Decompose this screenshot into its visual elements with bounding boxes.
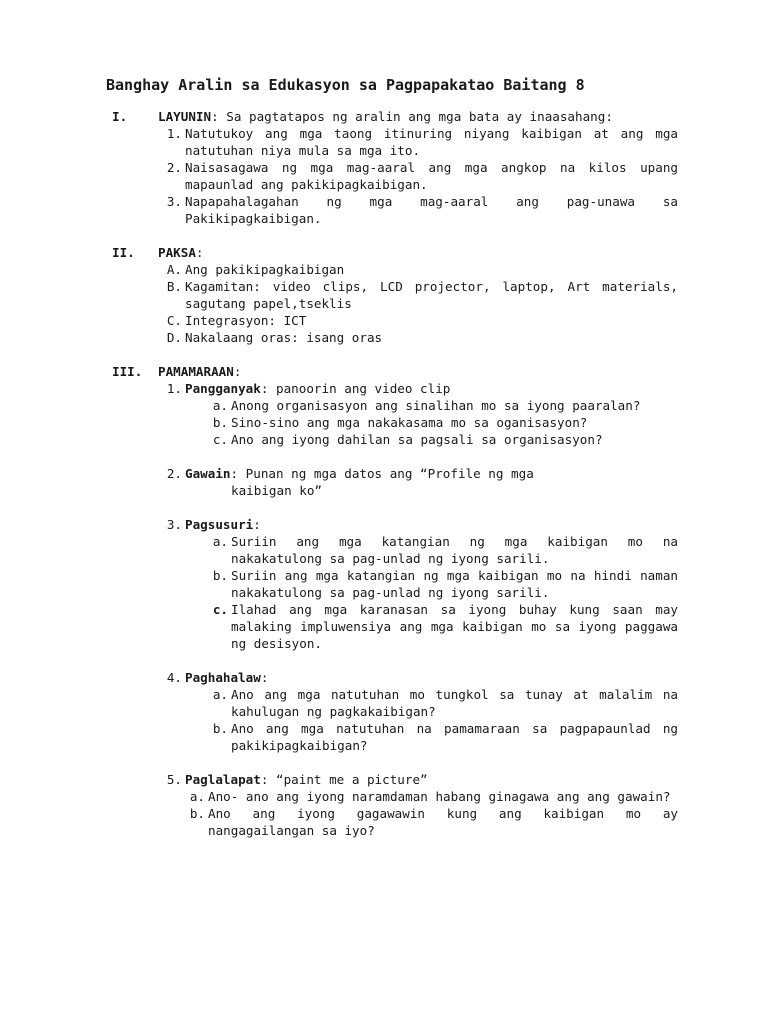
list-item [204,601,678,652]
list-item [181,788,678,805]
item-text: Ang pakikipagkaibigan [185,262,345,277]
item-marker: C. [166,313,182,328]
item-marker: b. [212,568,228,583]
step-pangganyak [158,380,678,397]
item-marker: D. [166,330,182,345]
item-text: Suriin ang mga katangian ng mga kaibigan mo na hindi naman nakakatulong sa pag-unlad ng iyong sarili. [231,568,678,600]
item-marker: b. [212,721,228,736]
list-item [204,567,678,601]
list-item [158,312,678,329]
document-body [112,108,678,839]
list-item [158,261,678,278]
step-marker: 1. [166,381,182,396]
list-item [204,397,678,414]
item-text: Ilahad ang mga karanasan sa iyong buhay kung saan may malaking impluwensiya ang mga kaibigan mo sa iyong paggawa ng desisyon. [231,602,678,651]
step-label: Pangganyak [185,381,261,396]
item-marker: b. [212,415,228,430]
item-marker: 3. [166,194,182,209]
pagsusuri-questions [204,533,678,652]
section-paksa: II. PAKSA: [112,245,204,260]
step-label: Paghahalaw [185,670,261,685]
step-pagsusuri: 3. Pagsusuri: [158,516,678,533]
item-text: Ano ang mga natutuhan mo tungkol sa tunay at malalim na kahulugan ng pagkakaibigan? [231,687,678,719]
section-number: I. [112,109,128,124]
item-marker: a. [212,398,228,413]
list-item [158,159,678,193]
step-text-continuation: kaibigan ko” [231,483,322,498]
list-item [204,720,678,754]
section-label: LAYUNIN [158,109,212,124]
list-item [158,278,678,312]
section-layunin [112,108,678,125]
list-item [158,329,678,346]
list-item [204,686,678,720]
item-marker: a. [212,687,228,702]
step-marker: 5. [166,772,182,787]
section-intro: : Sa pagtatapos ng aralin ang mga bata ay inaasahang: [211,109,613,124]
section-number: II. [112,245,135,260]
item-marker: c. [212,602,228,617]
step-marker: 2. [166,466,182,481]
section-label: PAMAMARAAN [158,364,234,379]
item-marker: A. [166,262,182,277]
item-text: Ano ang iyong dahilan sa pagsali sa organisasyon? [231,432,603,447]
step-marker: 3. [166,517,182,532]
section-pamamaraan: III. PAMAMARAAN: [112,364,242,379]
item-text: Ano ang iyong gagawawin kung ang kaibigan mo ay nangagailangan sa iyo? [208,806,678,838]
paghahalaw-questions [204,686,678,754]
item-text: Ano- ano ang iyong naramdaman habang ginagawa ang ang gawain? [208,789,671,804]
document-title: Banghay Aralin sa Edukasyon sa Pagpapakatao Baitang 8 [106,76,585,94]
step-text: : Punan ng mga datos ang “Profile ng mga [230,466,534,481]
item-text: Ano ang mga natutuhan na pamamaraan sa pagpapaunlad ng pakikipagkaibigan? [231,721,678,753]
list-item [158,125,678,159]
layunin-list [158,125,678,227]
item-text: Suriin ang mga katangian ng mga kaibigan mo na nakakatulong sa pag-unlad ng iyong sarili. [231,534,678,566]
step-marker: 4. [166,670,182,685]
item-text: Sino-sino ang mga nakakasama mo sa oganisasyon? [231,415,588,430]
list-item [158,193,678,227]
list-item [204,414,678,431]
item-marker: 1. [166,126,182,141]
step-label: Pagsusuri [185,517,254,532]
item-marker: B. [166,279,182,294]
step-text: : “paint me a picture” [260,772,428,787]
list-item [204,533,678,567]
section-number: III. [112,364,143,379]
step-gawain [158,465,678,482]
item-marker: a. [189,789,205,804]
item-text: Napapahalagahan ng mga mag-aaral ang pag-unawa sa Pakikipagkaibigan. [185,194,678,226]
item-text: Nakalaang oras: isang oras [185,330,383,345]
step-paglalapat [158,771,678,788]
item-text: Integrasyon: ICT [185,313,307,328]
item-text: Natutukoy ang mga taong itinuring niyang kaibigan at ang mga natutuhan niya mula sa mga ito. [185,126,678,158]
pamamaraan-steps [158,380,678,839]
step-paghahalaw: 4. Paghahalaw: [158,669,678,686]
item-text: Kagamitan: video clips, LCD projector, laptop, Art materials, sagutang papel,tseklis [185,279,678,311]
item-marker: c. [212,432,228,447]
step-text: : panoorin ang video clip [260,381,451,396]
pangganyak-questions [204,397,678,448]
list-item [181,805,678,839]
list-item [204,431,678,448]
step-label: Gawain [185,466,231,481]
section-label: PAKSA [158,245,196,260]
paglalapat-questions [181,788,678,839]
item-marker: b. [189,806,205,821]
item-marker: a. [212,534,228,549]
paksa-list [158,261,678,346]
item-text: Naisasagawa ng mga mag-aaral ang mga angkop na kilos upang mapaunlad ang pakikipagkaibigan. [185,160,678,192]
step-label: Paglalapat [185,772,261,787]
item-marker: 2. [166,160,182,175]
item-text: Anong organisasyon ang sinalihan mo sa iyong paaralan? [231,398,641,413]
